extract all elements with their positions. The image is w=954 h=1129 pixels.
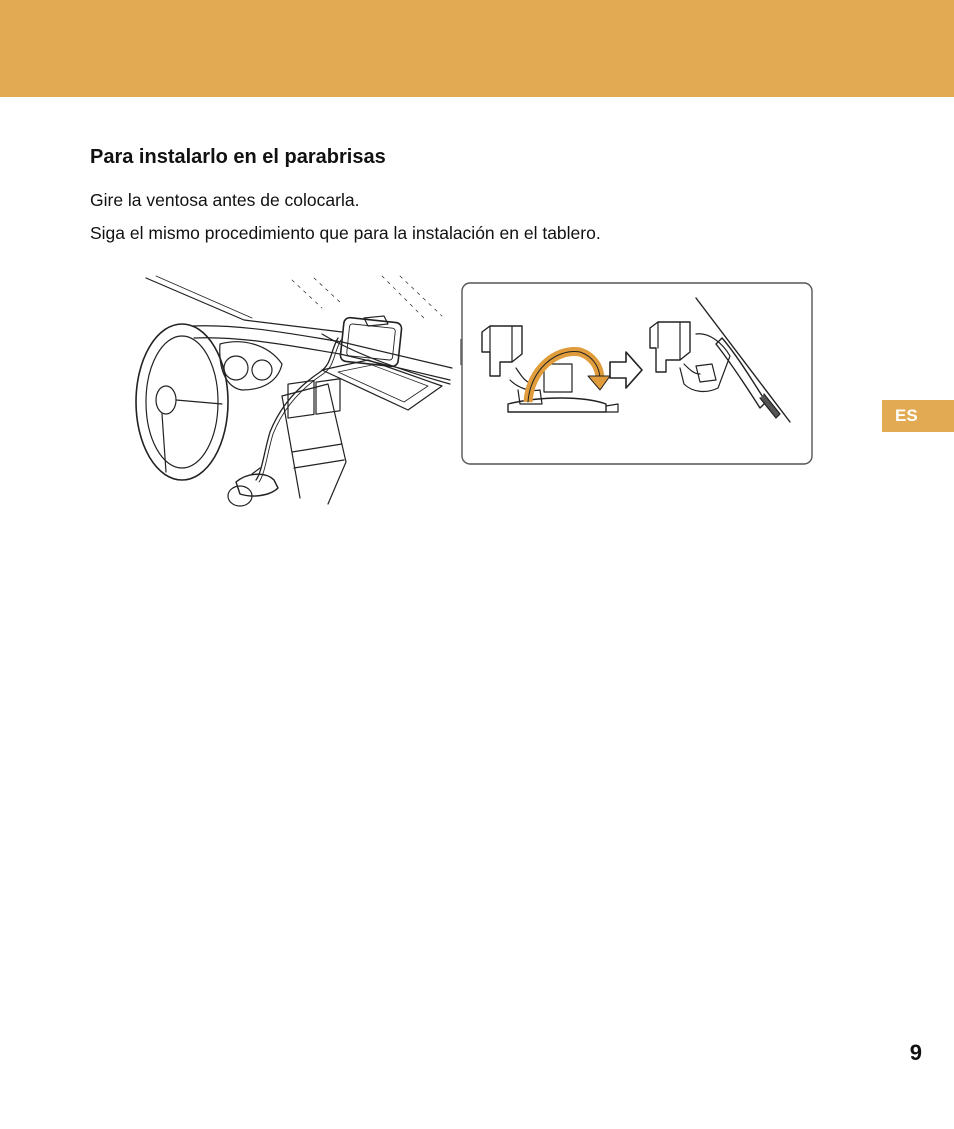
suction-cup-detail-panel [460, 282, 814, 466]
header-band [0, 0, 954, 97]
car-dashboard-illustration [132, 272, 472, 512]
language-tab: ES [882, 400, 954, 432]
instruction-paragraph-1: Gire la ventosa antes de colocarla. [90, 190, 360, 210]
page-number: 9 [909, 1040, 922, 1065]
instruction-paragraph-2: Siga el mismo procedimiento que para la instalación en el tablero. [90, 223, 601, 243]
section-title: Para instalarlo en el parabrisas [90, 146, 386, 168]
